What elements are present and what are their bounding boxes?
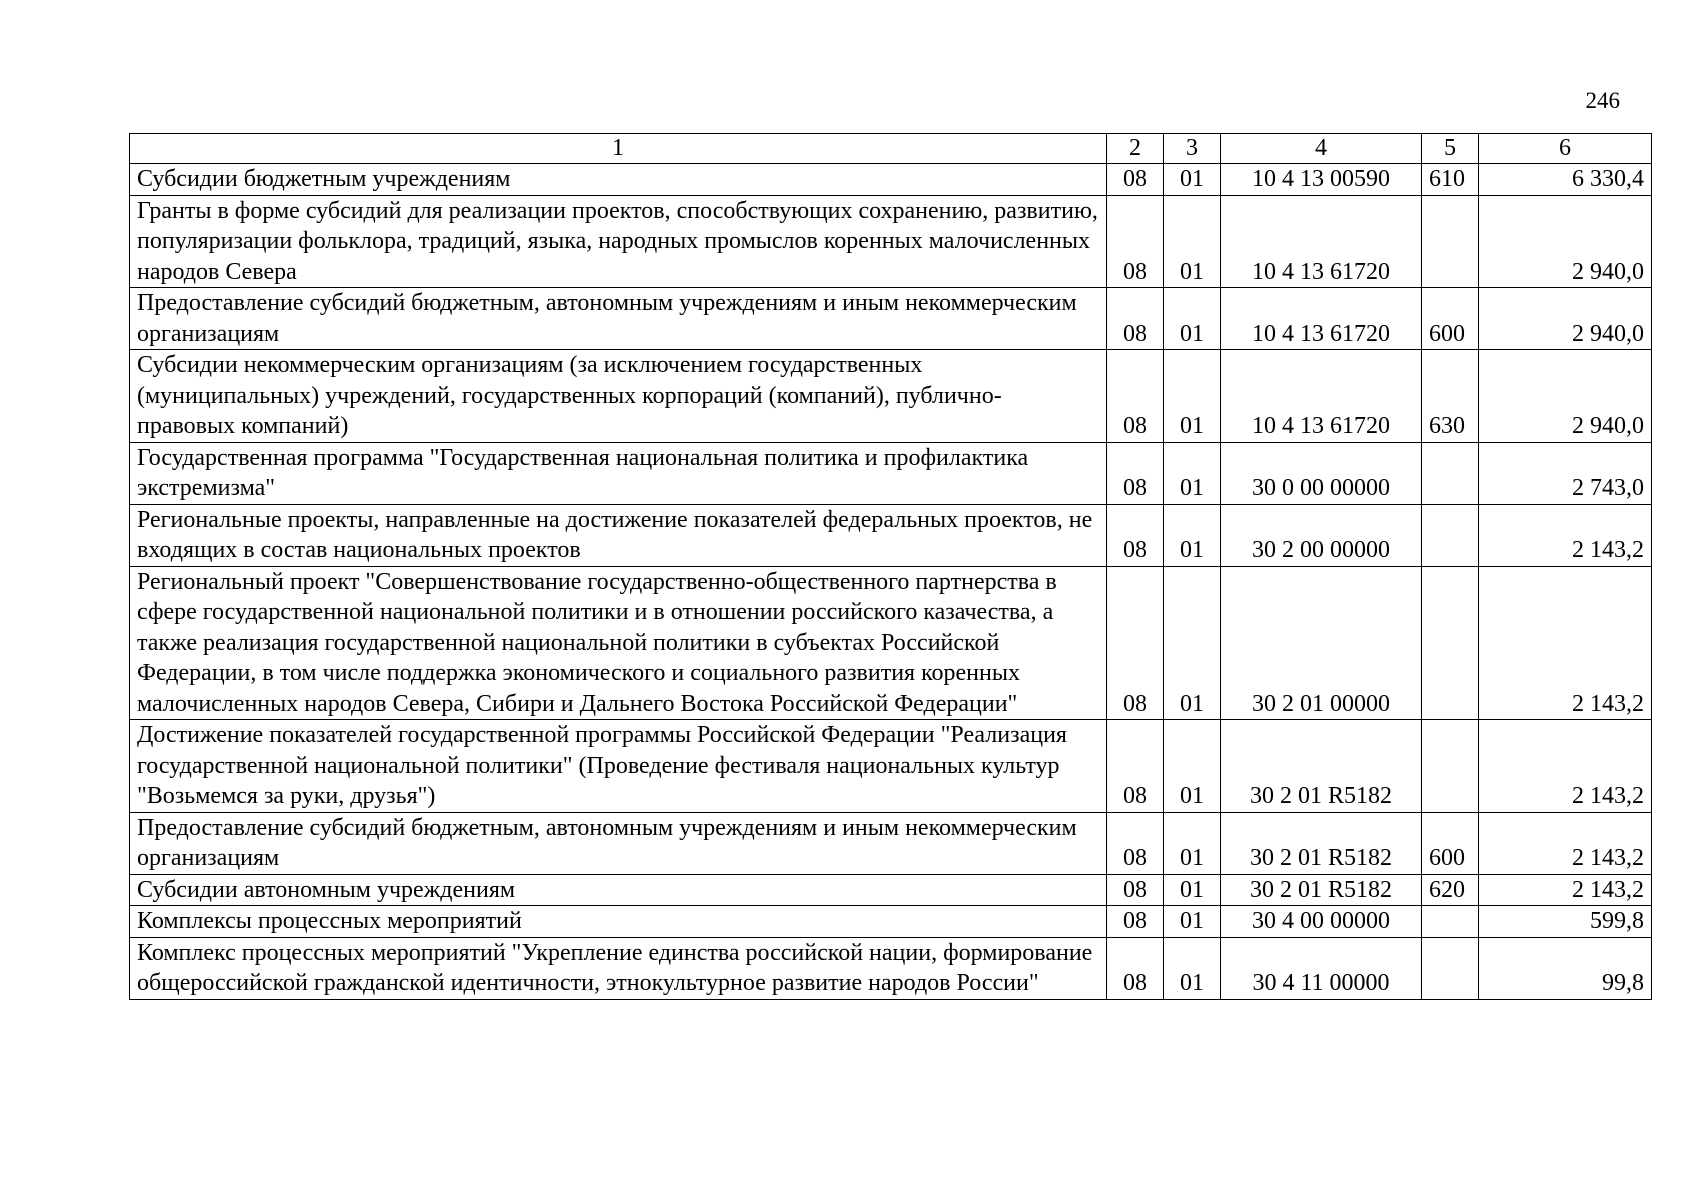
- target-article-cell: 30 4 11 00000: [1221, 937, 1422, 999]
- expense-type-cell: 600: [1422, 812, 1479, 874]
- row-name-cell: Комплексы процессных мероприятий: [130, 906, 1107, 938]
- row-name-cell: Субсидии некоммерческим организациям (за исключением государственных (муниципальных) учреждений, государственных корпораций (компаний), публично-правовых компаний): [130, 350, 1107, 443]
- column-header-4: 4: [1221, 134, 1422, 164]
- amount-cell: 99,8: [1479, 937, 1652, 999]
- header-row: [130, 134, 1652, 164]
- table-row: [130, 812, 1652, 874]
- subsection-code-cell: 01: [1164, 442, 1221, 504]
- table-row: [130, 195, 1652, 288]
- section-code-cell: 08: [1107, 874, 1164, 906]
- expense-type-cell: [1422, 504, 1479, 566]
- amount-cell: 2 143,2: [1479, 566, 1652, 720]
- amount-cell: 2 143,2: [1479, 812, 1652, 874]
- subsection-code-cell: 01: [1164, 874, 1221, 906]
- row-name-cell: Региональный проект "Совершенствование государственно-общественного партнерства в сфере государственной национальной политики и в отношении российского казачества, а также реализация государственной национальной политики в субъектах Российской Федерации, в том числе поддержка экономического и социального развития коренных малочисленных народов Севера, Сибири и Дальнего Востока Российской Федерации": [130, 566, 1107, 720]
- section-code-cell: 08: [1107, 720, 1164, 813]
- subsection-code-cell: 01: [1164, 906, 1221, 938]
- table-row: [130, 566, 1652, 720]
- expense-type-cell: [1422, 566, 1479, 720]
- target-article-cell: 10 4 13 61720: [1221, 195, 1422, 288]
- target-article-cell: 30 2 01 00000: [1221, 566, 1422, 720]
- subsection-code-cell: 01: [1164, 504, 1221, 566]
- expense-type-cell: [1422, 906, 1479, 938]
- section-code-cell: 08: [1107, 195, 1164, 288]
- table-row: [130, 504, 1652, 566]
- row-name-cell: Гранты в форме субсидий для реализации проектов, способствующих сохранению, развитию, популяризации фольклора, традиций, языка, народных промыслов коренных малочисленных народов Севера: [130, 195, 1107, 288]
- row-name-cell: Предоставление субсидий бюджетным, автономным учреждениям и иным некоммерческим организациям: [130, 812, 1107, 874]
- table-row: [130, 442, 1652, 504]
- section-code-cell: 08: [1107, 350, 1164, 443]
- subsection-code-cell: 01: [1164, 350, 1221, 443]
- amount-cell: 6 330,4: [1479, 164, 1652, 196]
- expense-type-cell: 630: [1422, 350, 1479, 443]
- column-header-6: 6: [1479, 134, 1652, 164]
- section-code-cell: 08: [1107, 504, 1164, 566]
- table-body: [130, 164, 1652, 1000]
- section-code-cell: 08: [1107, 164, 1164, 196]
- column-header-5: 5: [1422, 134, 1479, 164]
- column-header-2: 2: [1107, 134, 1164, 164]
- row-name-cell: Государственная программа "Государственная национальная политика и профилактика экстремизма": [130, 442, 1107, 504]
- row-name-cell: Субсидии бюджетным учреждениям: [130, 164, 1107, 196]
- target-article-cell: 30 2 01 R5182: [1221, 812, 1422, 874]
- amount-cell: 2 143,2: [1479, 720, 1652, 813]
- amount-cell: 599,8: [1479, 906, 1652, 938]
- target-article-cell: 30 4 00 00000: [1221, 906, 1422, 938]
- section-code-cell: 08: [1107, 288, 1164, 350]
- target-article-cell: 30 2 01 R5182: [1221, 720, 1422, 813]
- amount-cell: 2 940,0: [1479, 288, 1652, 350]
- target-article-cell: 30 2 01 R5182: [1221, 874, 1422, 906]
- expense-type-cell: 620: [1422, 874, 1479, 906]
- target-article-cell: 10 4 13 00590: [1221, 164, 1422, 196]
- subsection-code-cell: 01: [1164, 164, 1221, 196]
- column-header-3: 3: [1164, 134, 1221, 164]
- expense-type-cell: 610: [1422, 164, 1479, 196]
- row-name-cell: Предоставление субсидий бюджетным, автономным учреждениям и иным некоммерческим организациям: [130, 288, 1107, 350]
- table-row: [130, 937, 1652, 999]
- target-article-cell: 10 4 13 61720: [1221, 288, 1422, 350]
- section-code-cell: 08: [1107, 937, 1164, 999]
- amount-cell: 2 940,0: [1479, 350, 1652, 443]
- subsection-code-cell: 01: [1164, 195, 1221, 288]
- table-row: [130, 874, 1652, 906]
- section-code-cell: 08: [1107, 442, 1164, 504]
- section-code-cell: 08: [1107, 906, 1164, 938]
- row-name-cell: Субсидии автономным учреждениям: [130, 874, 1107, 906]
- amount-cell: 2 143,2: [1479, 874, 1652, 906]
- amount-cell: 2 143,2: [1479, 504, 1652, 566]
- table-row: [130, 164, 1652, 196]
- row-name-cell: Комплекс процессных мероприятий "Укрепление единства российской нации, формирование общероссийской гражданской идентичности, этнокультурное развитие народов России": [130, 937, 1107, 999]
- table-row: [130, 720, 1652, 813]
- table-row: [130, 288, 1652, 350]
- subsection-code-cell: 01: [1164, 288, 1221, 350]
- section-code-cell: 08: [1107, 812, 1164, 874]
- target-article-cell: 10 4 13 61720: [1221, 350, 1422, 443]
- expense-type-cell: [1422, 442, 1479, 504]
- page-number: 246: [1585, 88, 1620, 113]
- expense-type-cell: [1422, 720, 1479, 813]
- table-row: [130, 906, 1652, 938]
- row-name-cell: Региональные проекты, направленные на достижение показателей федеральных проектов, не входящих в состав национальных проектов: [130, 504, 1107, 566]
- amount-cell: 2 743,0: [1479, 442, 1652, 504]
- subsection-code-cell: 01: [1164, 566, 1221, 720]
- subsection-code-cell: 01: [1164, 937, 1221, 999]
- expense-type-cell: [1422, 195, 1479, 288]
- subsection-code-cell: 01: [1164, 720, 1221, 813]
- section-code-cell: 08: [1107, 566, 1164, 720]
- column-header-1: 1: [130, 134, 1107, 164]
- table-row: [130, 350, 1652, 443]
- subsection-code-cell: 01: [1164, 812, 1221, 874]
- target-article-cell: 30 2 00 00000: [1221, 504, 1422, 566]
- expense-type-cell: [1422, 937, 1479, 999]
- amount-cell: 2 940,0: [1479, 195, 1652, 288]
- target-article-cell: 30 0 00 00000: [1221, 442, 1422, 504]
- row-name-cell: Достижение показателей государственной программы Российской Федерации "Реализация государственной национальной политики" (Проведение фестиваля национальных культур "Возьмемся за руки, друзья"): [130, 720, 1107, 813]
- budget-table: [129, 133, 1652, 1000]
- expense-type-cell: 600: [1422, 288, 1479, 350]
